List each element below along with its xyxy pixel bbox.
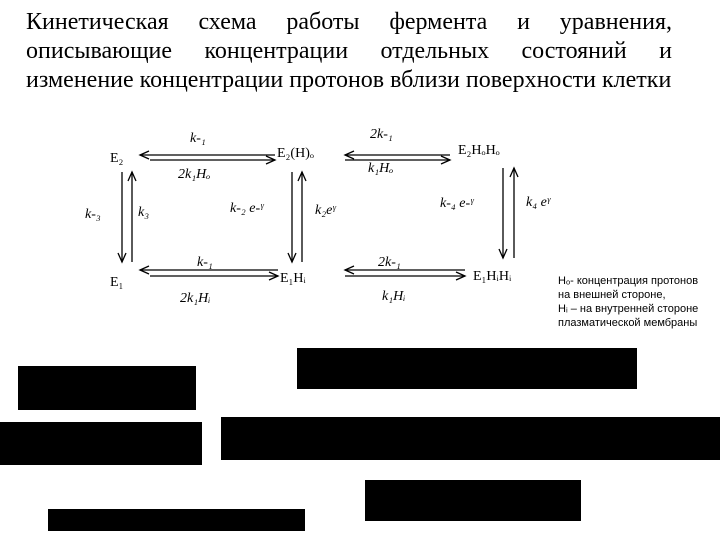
rate-label-top1-fwd: 2k₁Hₒ <box>178 167 211 182</box>
rate-label-bot1-fwd: 2k₁Hᵢ <box>180 291 211 306</box>
rate-label-bot1-back: k-₁ <box>197 255 213 270</box>
rate-label-top2-fwd: k₁Hₒ <box>368 161 394 176</box>
state-e1hi: E₁Hᵢ <box>280 271 306 286</box>
rate-label-top2-back: 2k-₁ <box>370 127 393 142</box>
rate-label-right-down: k-₄ e-ᵞ <box>440 196 474 211</box>
rate-label-bot2-fwd: k₁Hᵢ <box>382 289 406 304</box>
redaction-block <box>365 480 581 521</box>
state-e1hihi: E₁HᵢHᵢ <box>473 269 512 284</box>
state-e2: E₂ <box>110 151 124 166</box>
rate-label-left-down: k-₃ <box>85 207 101 222</box>
legend-line: Hₒ- концентрация протонов <box>558 275 699 287</box>
redaction-block <box>18 366 196 410</box>
state-e2ho: E₂(H)ₒ <box>277 146 314 161</box>
redaction-block <box>221 417 720 460</box>
legend-line: на внешней стороне, <box>558 289 666 301</box>
rate-label-right-up: k₄ eᵞ <box>526 195 551 210</box>
state-e1: E₁ <box>110 275 124 290</box>
slide-title: Кинетическая схема работы фермента и уравнения, описывающие концентрации отдельных состояний и изменение концентрации протонов вблизи поверхности клетки <box>26 9 672 93</box>
rate-label-top1-back: k-₁ <box>190 131 206 146</box>
redaction-block <box>48 509 305 531</box>
rate-label-left-up: k₃ <box>138 205 150 220</box>
rate-label-bot2-back: 2k-₁ <box>378 255 401 270</box>
legend-line: Hᵢ – на внутренней стороне <box>558 303 699 315</box>
rate-label-mid-up: k₂eᵞ <box>315 203 336 218</box>
redaction-block <box>0 422 202 465</box>
notation-legend <box>558 274 718 330</box>
redaction-block <box>297 348 637 389</box>
legend-line: плазматической мембраны <box>558 317 698 329</box>
state-e2hoho: E₂HₒHₒ <box>458 143 500 158</box>
rate-label-mid-down: k-₂ e-ᵞ <box>230 201 264 216</box>
